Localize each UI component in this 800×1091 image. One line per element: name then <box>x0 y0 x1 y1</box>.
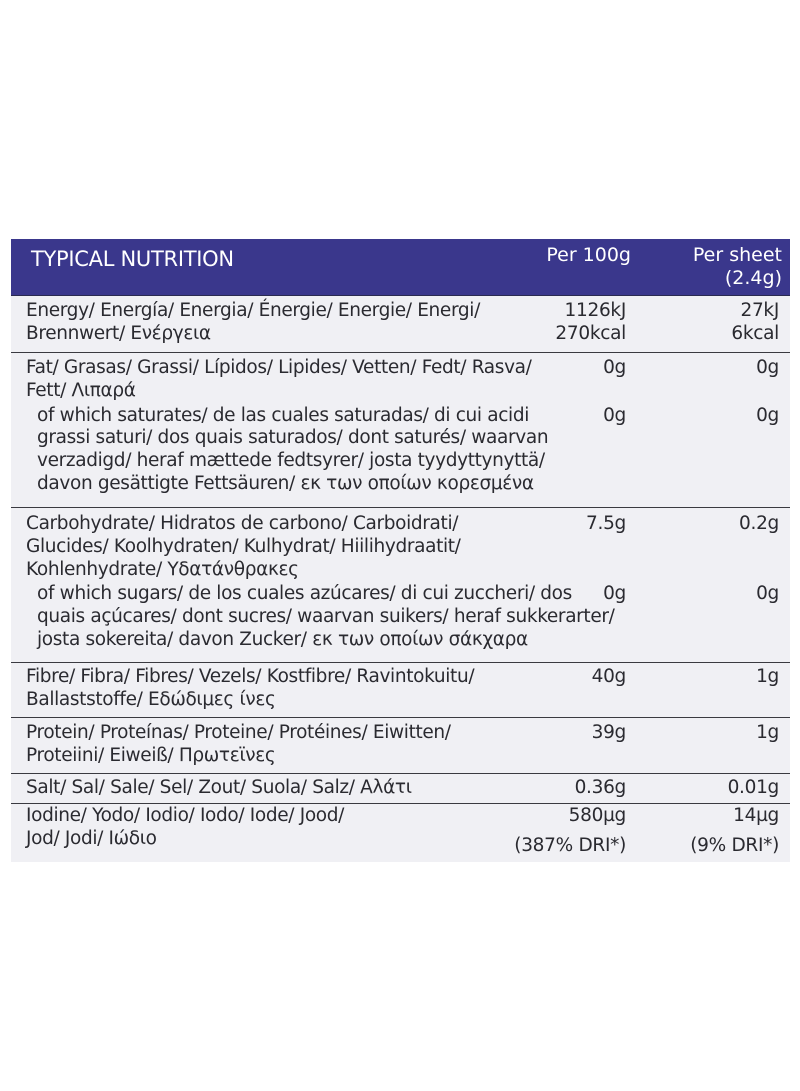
sugars-persheet: 0g <box>756 583 779 605</box>
iodine-label-line2: Jod/ Jodi/ Ιώδιο <box>26 827 157 849</box>
energy-per100-kj: 1126kJ <box>564 300 626 321</box>
fat-label-line1: Fat/ Grasas/ Grassi/ Lípidos/ Lipides/ Vetten/ Fedt/ Rasva/ <box>26 357 532 378</box>
saturates-label-line2: grassi saturi/ dos quais saturados/ dont saturés/ waarvan <box>37 427 549 449</box>
protein-label-line1: Protein/ Proteínas/ Proteine/ Protéines/ Eiwitten/ <box>26 722 451 743</box>
saturates-persheet: 0g <box>756 404 779 426</box>
iodine-label-line1: Iodine/ Yodo/ Iodio/ Iodo/ Iode/ Jood/ <box>26 805 345 826</box>
carbohydrate-label-line1: Carbohydrate/ Hidratos de carbono/ Carboidrati/ <box>26 513 459 534</box>
protein-label-line2: Proteiini/ Eiweiß/ Πρωτεϊνες <box>26 744 276 766</box>
iodine-per100: 580µg <box>568 805 626 826</box>
salt-persheet: 0.01g <box>727 777 779 798</box>
protein-persheet: 1g <box>756 722 779 743</box>
sugars-per100: 0g <box>603 583 626 605</box>
carbohydrate-label-line3: Kohlenhydrate/ Υδατάνθρακες <box>26 558 299 580</box>
fibre-persheet: 1g <box>756 666 779 687</box>
energy-per100-kcal: 270kcal <box>555 322 626 344</box>
fibre-label-line1: Fibre/ Fibra/ Fibres/ Vezels/ Kostfibre/ Ravintokuitu/ <box>26 666 475 687</box>
fat-label-line2: Fett/ Λιπαρά <box>26 379 136 401</box>
column-header-per-sheet <box>662 244 782 290</box>
energy-persheet-kcal: 6kcal <box>731 322 779 344</box>
energy-label-line2: Brennwert/ Ενέργεια <box>26 322 211 344</box>
iodine-persheet-dri: (9% DRI*) <box>690 834 779 856</box>
nutrition-row-energy <box>11 296 790 353</box>
nutrition-row-fat <box>11 353 790 508</box>
fat-persheet: 0g <box>756 357 779 378</box>
nutrition-row-fibre <box>11 663 790 718</box>
column-header-per-sheet-line1: Per sheet <box>692 244 782 266</box>
nutrition-row-carbohydrate <box>11 508 790 663</box>
table-title: TYPICAL NUTRITION <box>31 247 234 271</box>
fibre-per100: 40g <box>591 666 626 687</box>
fibre-label-line2: Ballaststoffe/ Εδώδιμες ίνες <box>26 688 276 710</box>
energy-persheet-kj: 27kJ <box>740 300 779 321</box>
nutrition-table <box>11 239 790 862</box>
fat-per100: 0g <box>603 357 626 378</box>
salt-label: Salt/ Sal/ Sale/ Sel/ Zout/ Suola/ Salz/ Αλάτι <box>26 777 412 798</box>
carbohydrate-persheet: 0.2g <box>739 513 779 534</box>
iodine-per100-dri: (387% DRI*) <box>514 834 626 856</box>
sugars-label-line3: josta sokereita/ davon Zucker/ εκ των οποίων σάκχαρα <box>37 628 528 650</box>
sugars-label-line1: of which sugars/ de los cuales azúcares/ di cui zuccheri/ dos <box>37 583 572 605</box>
carbohydrate-label-line2: Glucides/ Koolhydraten/ Kulhydrat/ Hiilihydraatit/ <box>26 535 461 557</box>
nutrition-row-protein <box>11 718 790 774</box>
protein-per100: 39g <box>591 722 626 743</box>
column-header-per-100g: Per 100g <box>546 244 631 266</box>
saturates-per100: 0g <box>603 404 626 426</box>
iodine-persheet: 14µg <box>733 805 779 826</box>
saturates-label-line1: of which saturates/ de las cuales saturadas/ di cui acidi <box>37 404 530 426</box>
nutrition-row-iodine <box>11 804 790 862</box>
carbohydrate-per100: 7.5g <box>586 513 626 534</box>
table-header <box>11 239 790 296</box>
saturates-label-line4: davon gesättigte Fettsäuren/ εκ των οποίων κορεσμένα <box>37 472 534 494</box>
energy-label-line1: Energy/ Energía/ Energia/ Énergie/ Energie/ Energi/ <box>26 300 480 321</box>
sugars-label-line2: quais açúcares/ dont sucres/ waarvan suikers/ heraf sukkerarter/ <box>37 606 615 628</box>
salt-per100: 0.36g <box>574 777 626 798</box>
saturates-label-line3: verzadigd/ heraf mættede fedtsyrer/ josta tyydyttynyttä/ <box>37 450 545 472</box>
column-header-per-sheet-line2: (2.4g) <box>724 267 782 289</box>
nutrition-row-salt <box>11 774 790 804</box>
